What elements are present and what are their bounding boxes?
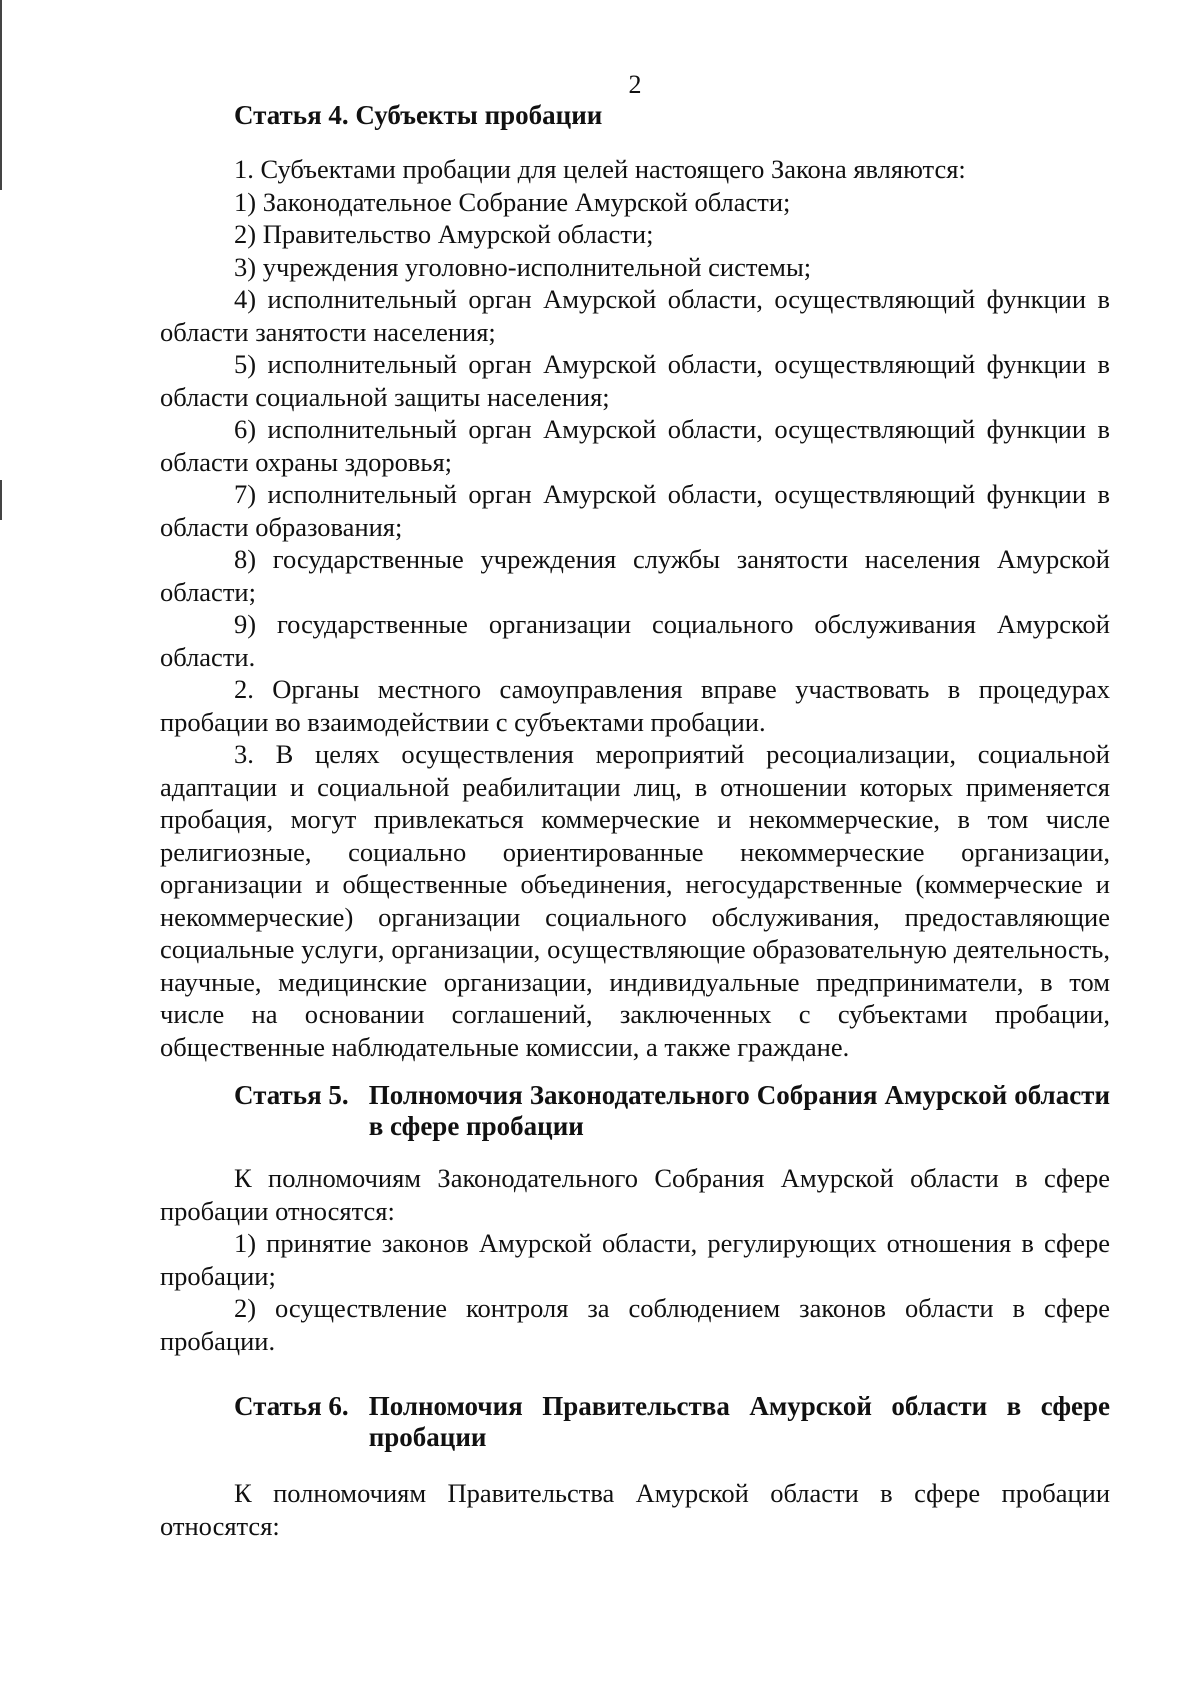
article-5-list-item: 1) принятие законов Амурской области, регулирующих отношения в сфере пробации; bbox=[160, 1228, 1110, 1291]
article-4-heading: Статья 4. Субъекты пробации bbox=[234, 100, 603, 130]
article-6-label: Статья 6. bbox=[234, 1391, 349, 1421]
page-number: 2 bbox=[628, 70, 642, 99]
article-4-list-item: 5) исполнительный орган Амурской области, осуществляющий функции в области социальной защиты населения; bbox=[160, 349, 1110, 412]
article-4-list-item: 9) государственные организации социального обслуживания Амурской области. bbox=[160, 609, 1110, 672]
document-body bbox=[160, 100, 1110, 1542]
article-4-paragraph: 3. В целях осуществления мероприятий ресоциализации, социальной адаптации и социальной реабилитации лиц, в отношении которых применяется пробация, могут привлекаться коммерческие и некоммерческие, в том числе религиозные, социально ориентированные некоммерческие организации, организации и общественные объединения, негосударственные (коммерческие и некоммерческие) организации социального обслуживания, предоставляющие социальные услуги, организации, осуществляющие образовательную деятельность, научные, медицинские организации, индивидуальные предприниматели, в том числе на основании соглашений, заключенных с субъектами пробации, общественные наблюдательные комиссии, а также граждане. bbox=[160, 739, 1110, 1062]
article-5-paragraph: К полномочиям Законодательного Собрания Амурской области в сфере пробации относятся: bbox=[160, 1163, 1110, 1226]
article-5-list-item: 2) осуществление контроля за соблюдением законов области в сфере пробации. bbox=[160, 1293, 1110, 1356]
article-6-title: Полномочия Правительства Амурской области в сфере пробации bbox=[368, 1391, 1110, 1452]
article-4-list-item: 7) исполнительный орган Амурской области, осуществляющий функции в области образования; bbox=[160, 479, 1110, 542]
article-4-paragraph: 2. Органы местного самоуправления вправе участвовать в процедурах пробации во взаимодействии с субъектами пробации. bbox=[160, 674, 1110, 737]
article-4-list-item: 2) Правительство Амурской области; bbox=[234, 219, 654, 249]
article-4-list-item: 3) учреждения уголовно-исполнительной системы; bbox=[234, 251, 812, 282]
article-4-list-item: 8) государственные учреждения службы занятости населения Амурской области; bbox=[160, 544, 1110, 607]
article-4-list-item: 4) исполнительный орган Амурской области, осуществляющий функции в области занятости населения; bbox=[160, 284, 1110, 347]
article-5-title: Полномочия Законодательного Собрания Амурской области в сфере пробации bbox=[368, 1080, 1110, 1141]
article-4-list-item: 6) исполнительный орган Амурской области, осуществляющий функции в области охраны здоровья; bbox=[160, 414, 1110, 477]
article-6-heading bbox=[160, 1391, 1110, 1453]
article-5-heading bbox=[160, 1080, 1110, 1142]
article-6-paragraph: К полномочиям Правительства Амурской области в сфере пробации относятся: bbox=[160, 1478, 1110, 1541]
scan-edge-mark bbox=[0, 480, 2, 520]
article-4-list-item: 1) Законодательное Собрание Амурской области; bbox=[234, 186, 791, 217]
article-4-paragraph: 1. Субъектами пробации для целей настоящего Закона являются: bbox=[234, 154, 966, 184]
article-5-label: Статья 5. bbox=[234, 1080, 349, 1110]
